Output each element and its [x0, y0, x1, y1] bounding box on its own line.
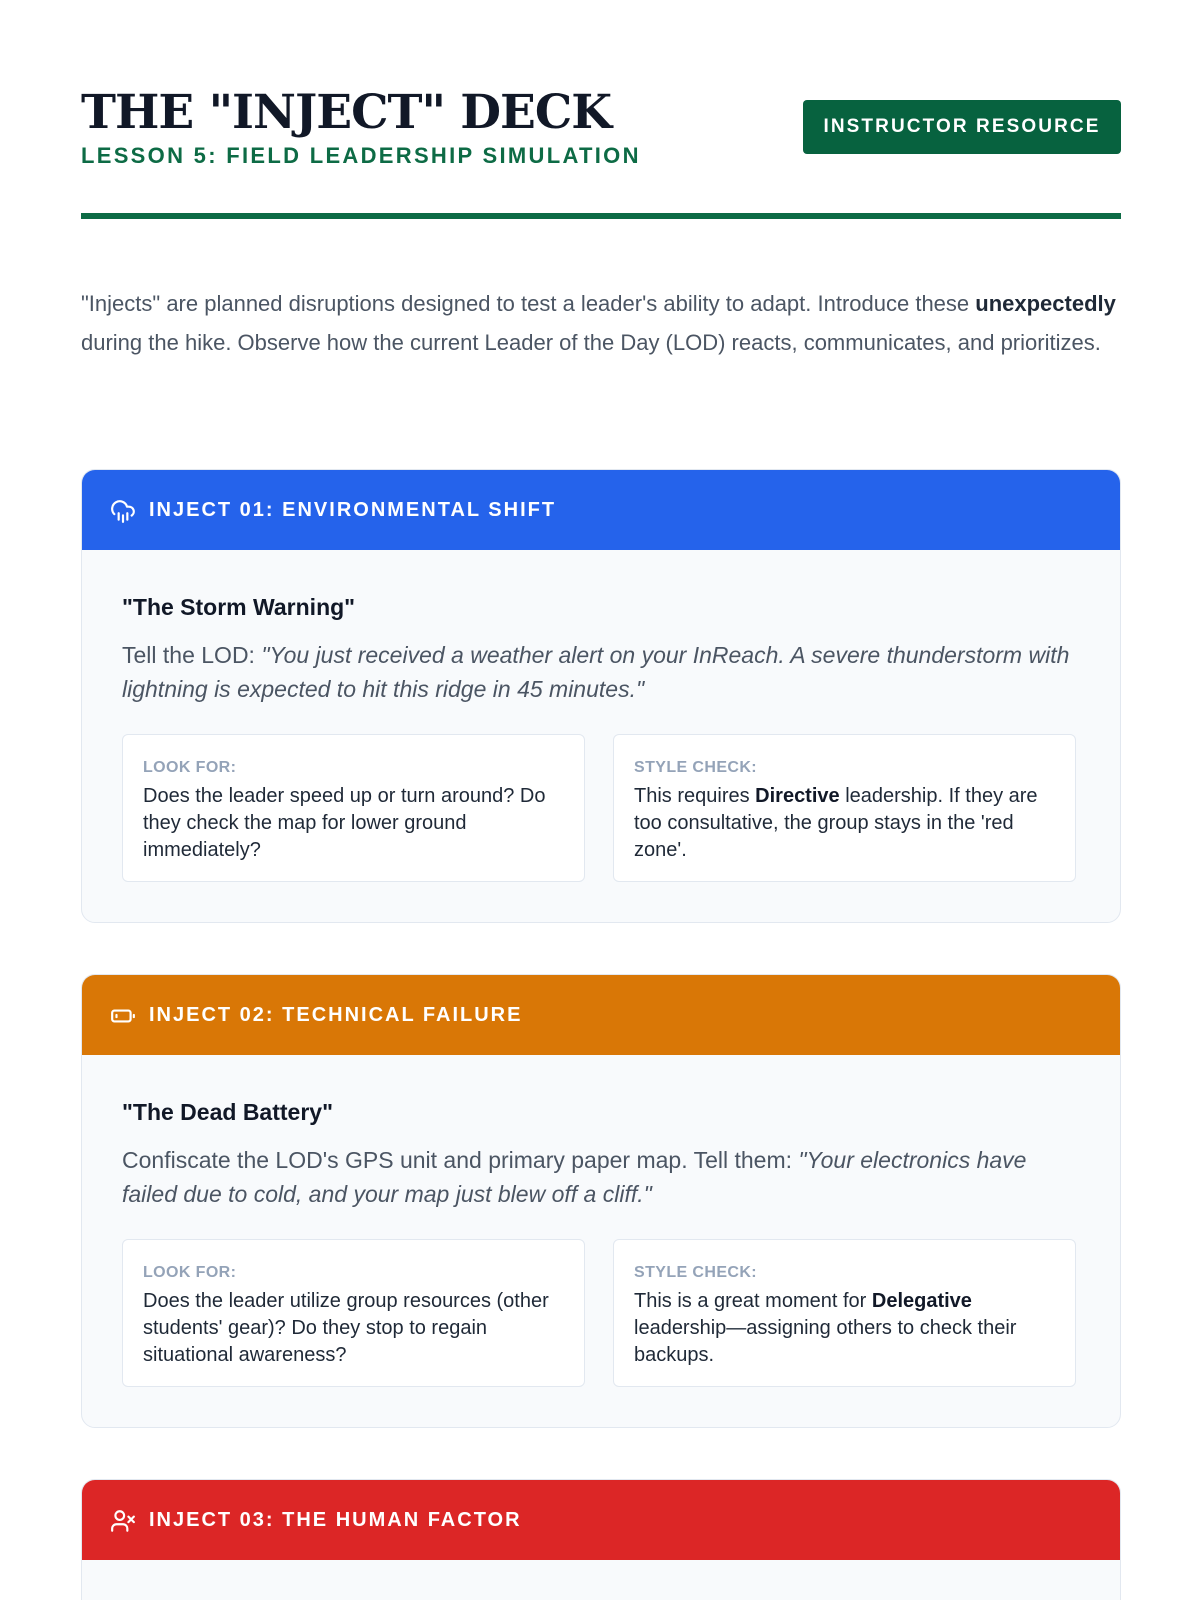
- inject-02-title: "The Dead Battery": [122, 1099, 333, 1125]
- inject-02-header: [82, 975, 1120, 1055]
- inject-card-03: [81, 1479, 1121, 1600]
- inject-card-01: [81, 469, 1121, 923]
- inject-02-label: INJECT 02: TECHNICAL FAILURE: [149, 1004, 523, 1026]
- style-check-text-end: leadership—assigning others to check their backups.: [634, 1317, 1017, 1366]
- style-check-text: [634, 783, 1055, 864]
- style-check-label: STYLE CHECK:: [634, 1264, 758, 1281]
- look-for-text: Does the leader utilize group resources (other students' gear)? Do they stop to regain situational awareness?: [143, 1290, 549, 1366]
- inject-02-instruction: Confiscate the LOD's GPS unit and primary paper map. Tell them:: [122, 1147, 799, 1173]
- style-check-label: STYLE CHECK:: [634, 759, 758, 776]
- inject-01-quote: "You just received a weather alert on your InReach. A severe thunderstorm with lightning is expected to hit this ridge in 45 minutes.": [122, 642, 1070, 702]
- style-check-text: [634, 1288, 1055, 1369]
- intro-paragraph: [81, 285, 1121, 362]
- style-check-text-start: This is a great moment for: [634, 1290, 872, 1312]
- lesson-subtitle: LESSON 5: FIELD LEADERSHIP SIMULATION: [81, 143, 641, 168]
- cloud-rain-icon: [110, 498, 136, 524]
- inject-01-body: [82, 550, 1120, 922]
- inject-01-style-check: [613, 734, 1076, 882]
- inject-02-checks: [122, 1239, 1080, 1387]
- instructor-resource-badge: INSTRUCTOR RESOURCE: [803, 100, 1121, 154]
- inject-02-scenario: [122, 1143, 1080, 1211]
- battery-low-icon: [110, 1003, 136, 1029]
- inject-02-style-check: [613, 1239, 1076, 1387]
- inject-01-checks: [122, 734, 1080, 882]
- header-divider: [81, 213, 1121, 219]
- style-check-emphasis: Directive: [755, 785, 840, 807]
- inject-02-quote: "Your electronics have failed due to cold, and your map just blew off a cliff.": [122, 1147, 1027, 1207]
- header: [81, 84, 1121, 214]
- intro-text-start: "Injects" are planned disruptions designed to test a leader's ability to adapt. Introduce these: [81, 291, 976, 316]
- inject-01-title: "The Storm Warning": [122, 594, 356, 620]
- inject-01-instruction: Tell the LOD:: [122, 642, 262, 668]
- inject-01-header: [82, 470, 1120, 550]
- look-for-label: LOOK FOR:: [143, 759, 237, 776]
- intro-emphasis: unexpectedly: [975, 291, 1116, 316]
- user-x-icon: [110, 1508, 136, 1534]
- style-check-text-end: leadership. If they are too consultative, the group stays in the 'red zone'.: [634, 785, 1038, 861]
- page-title: THE "INJECT" DECK: [81, 85, 612, 140]
- look-for-text: Does the leader speed up or turn around? Do they check the map for lower ground immediately?: [143, 785, 546, 861]
- inject-01-look-for: [122, 734, 585, 882]
- style-check-text-start: This requires: [634, 785, 756, 807]
- inject-card-02: [81, 974, 1121, 1428]
- inject-01-scenario: [122, 638, 1080, 706]
- intro-text-end: during the hike. Observe how the current Leader of the Day (LOD) reacts, communicates, and prioritizes.: [81, 329, 1101, 355]
- inject-02-look-for: [122, 1239, 585, 1387]
- look-for-label: LOOK FOR:: [143, 1264, 237, 1281]
- inject-02-body: [82, 1055, 1120, 1427]
- inject-03-header: [82, 1480, 1120, 1560]
- inject-03-label: INJECT 03: THE HUMAN FACTOR: [149, 1509, 522, 1531]
- inject-01-label: INJECT 01: ENVIRONMENTAL SHIFT: [149, 499, 557, 521]
- style-check-emphasis: Delegative: [871, 1290, 972, 1312]
